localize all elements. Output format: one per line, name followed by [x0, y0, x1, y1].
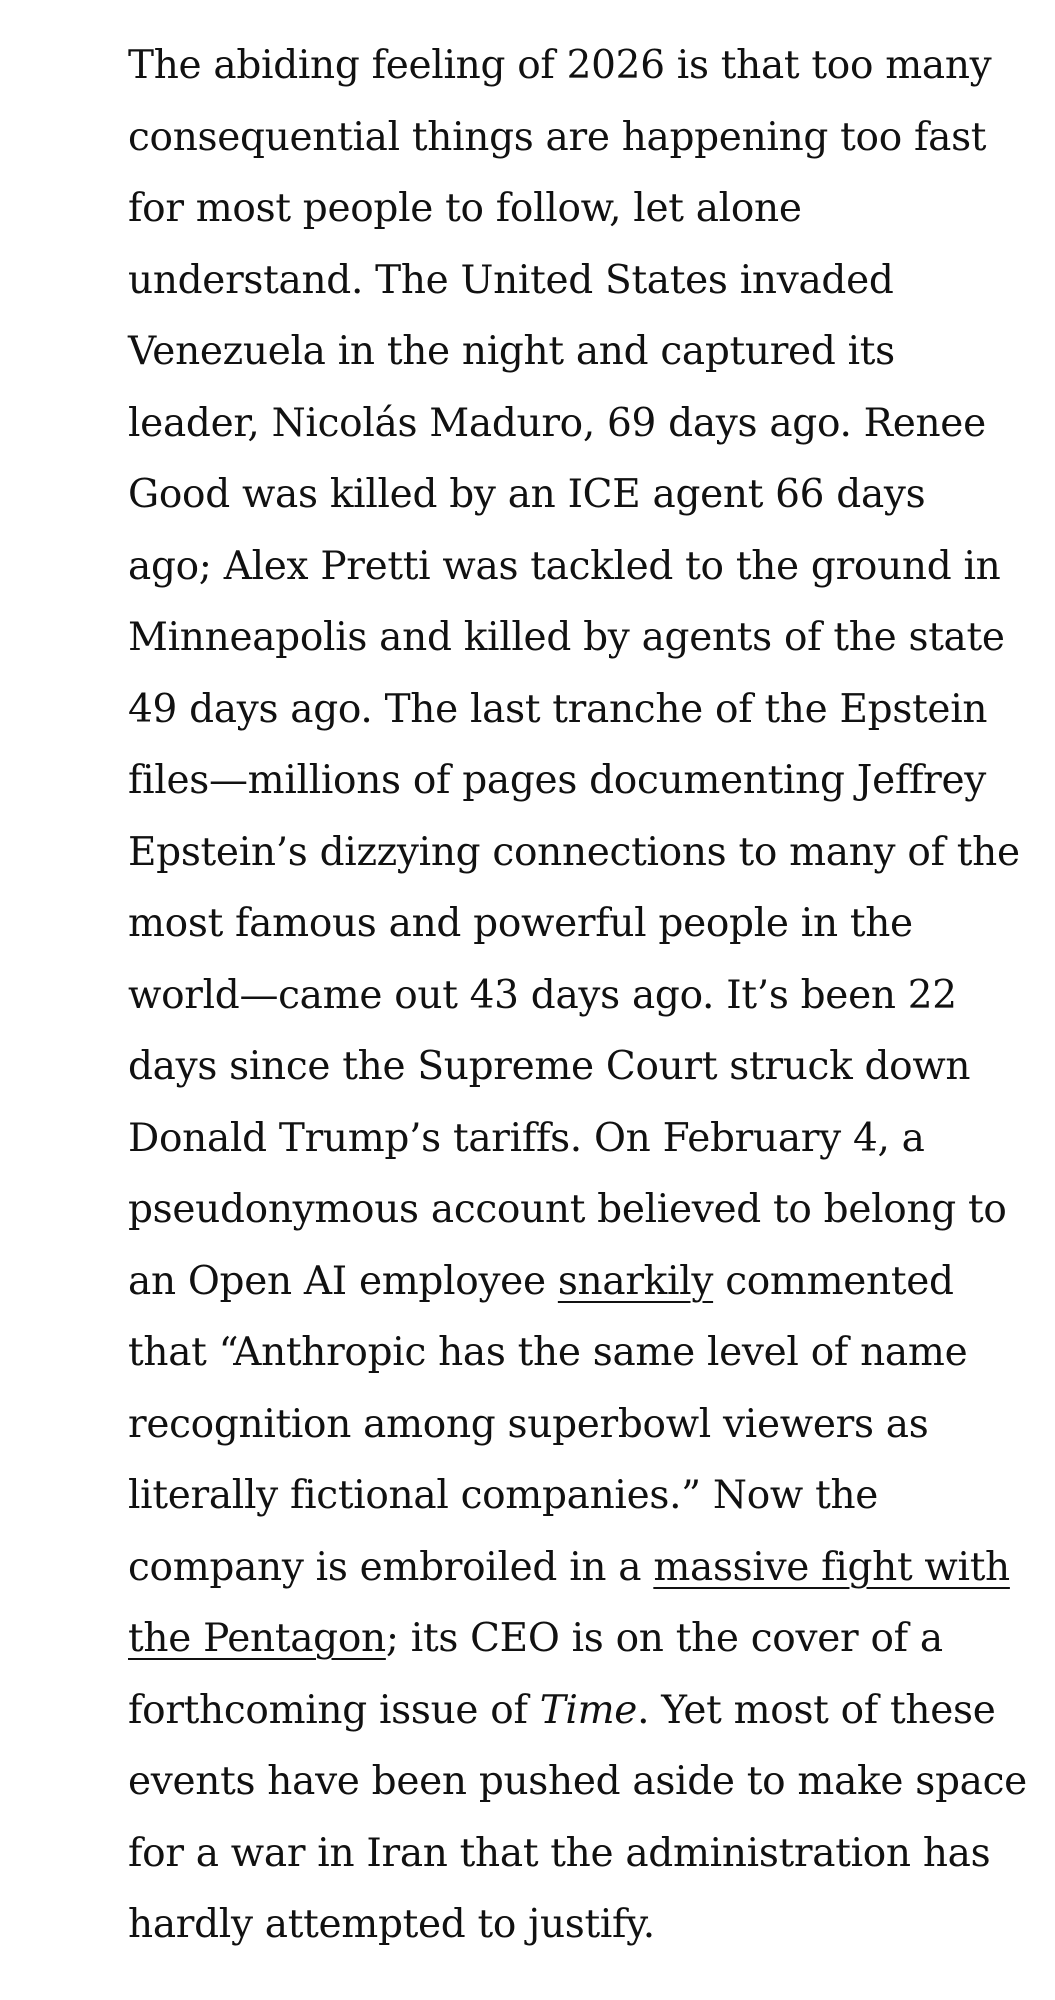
text-line: hardly attempted to justify.	[128, 1902, 655, 1947]
pentagon-fight-link-part1[interactable]: massive fight with	[653, 1544, 1010, 1590]
text-segment: . Yet most of these	[637, 1687, 996, 1733]
text-line: days since the Supreme Court struck down	[128, 1044, 971, 1089]
text-line	[128, 1246, 988, 1318]
text-line: that “Anthropic has the same level of name	[128, 1330, 968, 1375]
text-line: world—came out 43 days ago. It’s been 22	[128, 972, 957, 1018]
text-line: most famous and powerful people in the	[128, 901, 913, 946]
pentagon-fight-link-part2[interactable]: the Pentagon	[128, 1616, 386, 1661]
text-line: The abiding feeling of 2026 is that too many	[128, 43, 992, 88]
text-line: leader, Nicolás Maduro, 69 days ago. Renee	[128, 400, 986, 446]
text-line: ago; Alex Pretti was tackled to the ground in	[128, 543, 1001, 589]
text-segment: ; its CEO is on the cover of a	[385, 1616, 943, 1661]
text-line: Donald Trump’s tariffs. On February 4, a	[128, 1115, 925, 1161]
text-line: consequential things are happening too fast	[128, 114, 987, 160]
text-line	[128, 1603, 988, 1675]
text-segment: commented	[713, 1258, 954, 1304]
snarkily-link[interactable]: snarkily	[557, 1258, 714, 1304]
text-segment: an Open AI employee	[128, 1258, 558, 1304]
text-line: Epstein’s dizzying connections to many of the	[128, 829, 1020, 875]
text-line: events have been pushed aside to make space	[128, 1759, 1027, 1804]
publication-title: Time	[539, 1687, 638, 1733]
text-segment: forthcoming issue of	[128, 1687, 540, 1733]
text-line: pseudonymous account believed to belong to	[128, 1187, 1007, 1232]
text-line: 49 days ago. The last tranche of the Epstein	[128, 686, 988, 732]
text-line: recognition among superbowl viewers as	[128, 1401, 929, 1447]
text-line: understand. The United States invaded	[128, 257, 894, 303]
text-line: files—millions of pages documenting Jeffrey	[128, 758, 986, 803]
text-segment: company is embroiled in a	[128, 1544, 654, 1590]
text-line: Venezuela in the night and captured its	[128, 329, 895, 374]
text-line: Good was killed by an ICE agent 66 days	[128, 472, 926, 517]
text-line	[128, 1675, 996, 1747]
text-line: for a war in Iran that the administration has	[128, 1830, 991, 1876]
text-line: for most people to follow, let alone	[128, 186, 802, 231]
text-line: literally fictional companies.” Now the	[128, 1473, 879, 1518]
text-line: Minneapolis and killed by agents of the state	[128, 615, 1005, 660]
text-line	[128, 1532, 1010, 1604]
article-paragraph	[128, 30, 1027, 1961]
